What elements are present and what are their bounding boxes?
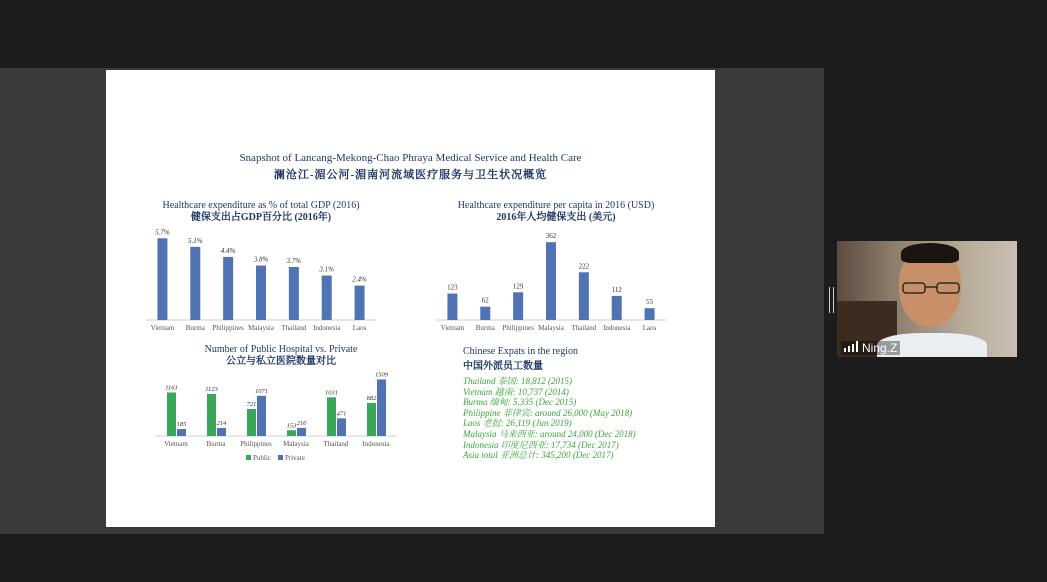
expats-title-cn: 中国外派员工数量 [463,361,543,372]
per-capita-chart-bar [579,272,589,320]
participant-video-tile[interactable] [837,241,1017,357]
per-capita-chart-data-label: 112 [611,285,622,294]
hospital-chart-bar-private [217,428,226,436]
per-capita-chart-bar [612,296,622,320]
per-capita-chart-data-label: 55 [646,298,654,307]
hospital-chart-bar-private [257,396,266,436]
gdp-chart-title-en: Healthcare expenditure as % of total GDP (2016) [162,200,360,211]
hospital-chart-legend-label: Public [253,454,271,462]
hospital-chart-bar-public [247,409,256,436]
gdp-chart [146,228,396,338]
gdp-chart-data-label: 2.4% [352,275,367,284]
meeting-top-bar [0,0,1047,68]
gdp-chart-data-label: 3.1% [319,265,335,274]
glasses-icon [897,281,965,295]
meeting-bottom-bar [0,534,1047,582]
gdp-chart-bar [322,276,332,320]
gdp-chart-category-label: Thailand [281,324,307,332]
expats-line: Philippine 菲律宾: around 26,000 (May 2018) [463,407,633,418]
hospital-chart-data-label: 1031 [325,389,338,397]
per-capita-chart-category-label: Malaysia [538,324,564,332]
per-capita-chart-category-label: Burma [475,324,495,332]
expats-line: Vietnam 越南: 10,737 (2014) [463,386,569,397]
hospital-chart-bar-public [327,397,336,436]
hospital-chart-title [166,344,396,368]
hospital-chart-bar-public [167,392,176,436]
expats-line: Burma 缅甸: 5,335 (Dec 2015) [463,397,577,408]
hospital-chart-bar-private [377,379,386,436]
hospital-chart-data-label: 882 [366,394,377,402]
participant-name: Ning.Z [862,341,898,355]
hospital-chart-data-label: 471 [336,410,347,418]
per-capita-chart-bar [546,242,556,320]
hospital-chart-data-label: 1123 [205,385,218,393]
panel-resize-handle[interactable] [829,287,834,313]
hospital-chart-bar-public [207,394,216,436]
per-capita-chart-bar [513,292,523,320]
per-capita-chart-category-label: Thailand [571,324,597,332]
gdp-chart-category-label: Malaysia [248,324,274,332]
hospital-chart-data-label: 1509 [375,371,388,379]
hospital-chart [156,370,406,470]
per-capita-chart-title [436,200,676,224]
expats-line: Thailand 泰国: 18,812 (2015) [463,376,572,386]
gdp-chart-category-label: Laos [352,324,367,332]
hospital-chart-title-cn: 公立与私立医院数量对比 [226,356,336,367]
participant-hair [901,243,959,263]
gdp-chart-title-cn: 健保支出占GDP百分比 (2016年) [190,212,332,223]
expats-line: Malaysia 马来西亚: around 24,000 (Dec 2018) [463,428,636,439]
per-capita-chart-data-label: 362 [545,232,557,241]
participant-name-label [841,341,900,355]
per-capita-chart-category-label: Laos [642,324,657,332]
gdp-chart-bar [157,238,167,320]
per-capita-chart-category-label: Vietnam [440,324,465,332]
gdp-chart-data-label: 5.1% [187,236,203,245]
per-capita-chart-data-label: 123 [447,283,458,292]
gdp-chart-bar [289,267,299,320]
hospital-chart-data-label: 216 [296,419,307,427]
gdp-chart-data-label: 3.8% [253,255,269,264]
per-capita-chart-category-label: Philippines [502,324,534,332]
hospital-chart-bar-public [367,403,376,436]
hospital-chart-bar-public [287,430,296,436]
hospital-chart-category-label: Malaysia [283,440,309,448]
hospital-chart-category-label: Philippines [240,440,272,448]
gdp-chart-bar [223,257,233,320]
slide-title-cn: 澜沧江-湄公河-湄南河流域医疗服务与卫生状况概览 [273,169,548,181]
gdp-chart-category-label: Philippines [212,324,244,332]
hospital-chart-data-label: 721 [246,400,257,408]
expats-title: Chinese Expats in the region [463,346,578,357]
per-capita-chart-data-label: 129 [512,282,524,291]
hospital-chart-data-label: 214 [216,419,227,427]
signal-strength-icon [844,341,858,352]
hospital-chart-bar-private [337,418,346,436]
slide-title: Snapshot of Lancang-Mekong-Chao Phraya Medical Service and Health Care [239,152,582,164]
gdp-chart-data-label: 3.7% [286,256,302,265]
expats-line: Indonesia 印度尼西亚: 17,734 (Dec 2017) [463,439,619,450]
shared-slide [106,70,715,527]
per-capita-chart-title-cn: 2016年人均健保支出 (美元) [496,212,616,223]
gdp-chart-bar [256,266,266,320]
hospital-chart-category-label: Thailand [323,440,349,448]
hospital-chart-category-label: Indonesia [362,440,390,448]
hospital-chart-data-label: 1071 [255,387,268,395]
hospital-chart-legend-swatch [246,455,251,460]
expats-line: Asia total 亚洲总计: 345,200 (Dec 2017) [463,450,614,461]
per-capita-chart-title-en: Healthcare expenditure per capita in 2016 (USD) [457,200,655,211]
gdp-chart-bar [355,286,365,320]
per-capita-chart-category-label: Indonesia [603,324,631,332]
hospital-chart-legend-label: Private [285,454,305,462]
hospital-chart-data-label: 185 [176,421,187,429]
per-capita-chart-data-label: 62 [481,296,489,305]
gdp-chart-category-label: Indonesia [313,324,341,332]
hospital-chart-bar-private [297,428,306,436]
gdp-chart-title [146,200,376,224]
hospital-chart-data-label: 153 [286,422,297,430]
per-capita-chart [436,228,686,338]
per-capita-chart-bar [447,294,457,320]
hospital-chart-legend-swatch [278,455,283,460]
hospital-chart-data-label: 1161 [165,384,178,392]
gdp-chart-data-label: 4.4% [220,246,236,255]
gdp-chart-category-label: Burma [185,324,205,332]
hospital-chart-title-en: Number of Public Hospital vs. Private [204,344,358,355]
gdp-chart-category-label: Vietnam [150,324,175,332]
gdp-chart-bar [190,247,200,320]
hospital-chart-category-label: Vietnam [164,440,188,448]
gdp-chart-data-label: 5.7% [155,228,170,237]
expats-line: Laos 老挝: 26,119 (Jun 2019) [463,418,572,429]
hospital-chart-bar-private [177,429,186,436]
per-capita-chart-data-label: 222 [578,262,590,271]
per-capita-chart-bar [480,307,490,320]
hospital-chart-category-label: Burma [206,440,226,448]
expats-panel [463,346,693,461]
per-capita-chart-bar [645,308,655,320]
